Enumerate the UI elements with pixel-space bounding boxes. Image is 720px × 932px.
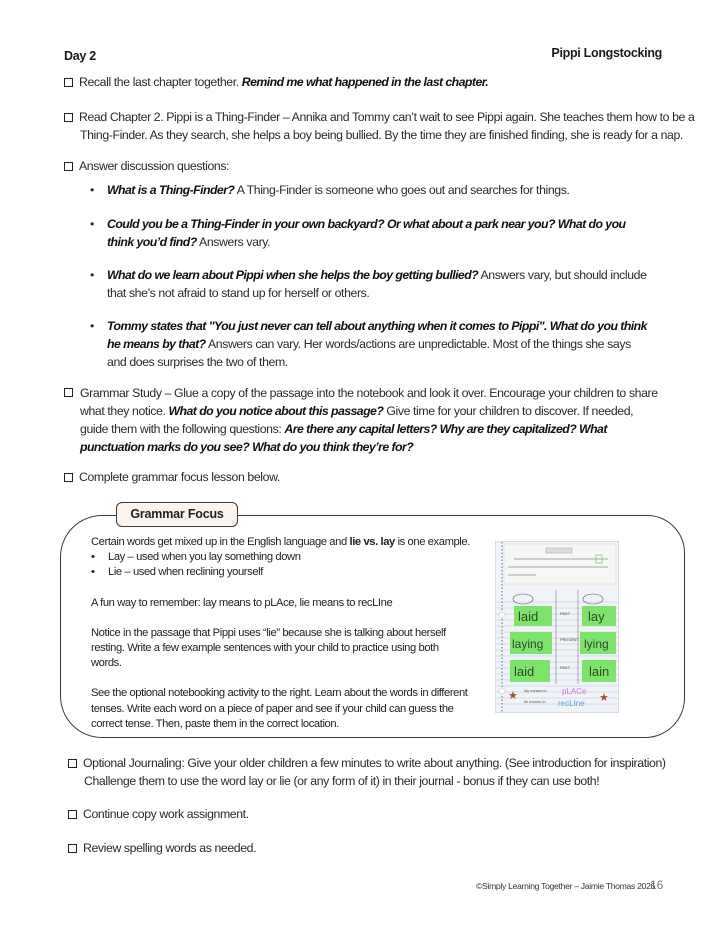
star-icon: ★ bbox=[599, 692, 609, 704]
task-text: Recall the last chapter together. bbox=[79, 75, 242, 89]
grammar-focus-title: Grammar Focus bbox=[116, 502, 238, 527]
discussion-questions bbox=[90, 266, 650, 302]
lie-word-present-participle: lying bbox=[584, 637, 609, 651]
question-text: What do we learn about Pippi when she helps the boy getting bullied? bbox=[107, 268, 479, 282]
definition-item: • Lie – used when reclining yourself bbox=[91, 566, 263, 579]
answer-text: Answers can vary. Her words/actions are unpredictable. Most of the things she says and does surprises the two of them. bbox=[107, 337, 631, 369]
definition-item: • Lay – used when you lay something down bbox=[91, 551, 301, 564]
svg-text:PAST: PAST bbox=[560, 611, 571, 616]
checkbox-icon[interactable] bbox=[64, 473, 73, 482]
lay-word-present-participle: laying bbox=[512, 637, 544, 651]
checkbox-icon[interactable] bbox=[64, 162, 73, 171]
lie-word-past: lay bbox=[588, 609, 605, 624]
copyright-footer: ©Simply Learning Together – Jaimie Thomas 2026 bbox=[476, 881, 655, 891]
task-text: Complete grammar focus lesson below. bbox=[79, 470, 280, 484]
intro-text: Certain words get mixed up in the English language and lie vs. lay is one example. bbox=[91, 536, 470, 548]
task-text: Grammar Study – Glue a copy of the passage into the notebook and look it over. Encourage your children to share what they notice. bbox=[80, 386, 658, 418]
task-text: Optional Journaling: Give your older children a few minutes to write about anything. (See introduction for inspiration) bbox=[83, 756, 666, 770]
task-journaling bbox=[68, 754, 666, 790]
lie-word-past-participle: lain bbox=[589, 664, 610, 679]
task-read-chapter bbox=[64, 108, 694, 144]
task-text: Continue copy work assignment. bbox=[83, 807, 249, 821]
question-item: • Could you be a Thing-Finder in your own backyard? Or what about a park near you? What do you think you’d find? Answers vary. bbox=[90, 217, 626, 249]
task-recall bbox=[64, 73, 488, 91]
task-spelling bbox=[68, 839, 256, 857]
checkbox-icon[interactable] bbox=[68, 810, 77, 819]
star-icon: ★ bbox=[508, 690, 518, 702]
teacher-prompt: Are there any capital letters? Why are they capitalized? What punctuation marks do you see? What do you think they’re for? bbox=[80, 422, 607, 454]
page-number: 16 bbox=[650, 878, 664, 892]
notebook-illustration bbox=[496, 542, 618, 712]
answer-text: Answers vary, but should include that she’s not afraid to stand up for herself or others. bbox=[107, 268, 647, 300]
task-complete-focus bbox=[64, 468, 280, 486]
svg-text:PAST: PAST bbox=[560, 665, 571, 670]
activity-text: See the optional notebooking activity to the right. Learn about the words in different tenses. Write each word on a piece of paper and see if your child can guess the correct tense. Then, paste them in the correct location. bbox=[91, 687, 468, 730]
answer-text: Answers vary. bbox=[196, 235, 271, 249]
discussion-questions bbox=[90, 215, 650, 251]
notebook-activity-photo bbox=[495, 541, 619, 713]
question-item: • What do we learn about Pippi when she helps the boy getting bullied? Answers vary, but should include that she’s not afraid to stand up for herself or others. bbox=[90, 268, 647, 300]
answer-text: A Thing-Finder is someone who goes out and searches for things. bbox=[234, 183, 570, 197]
discussion-questions bbox=[90, 317, 650, 371]
checkbox-icon[interactable] bbox=[64, 388, 73, 397]
task-text: Read Chapter 2. Pippi is a Thing-Finder – Annika and Tommy can’t wait to see Pippi again. She teaches them how to be a bbox=[79, 110, 695, 124]
teacher-prompt: Remind me what happened in the last chapter. bbox=[241, 75, 489, 89]
question-text: What is a Thing-Finder? bbox=[107, 183, 235, 197]
task-text: Answer discussion questions: bbox=[79, 159, 230, 173]
svg-text:lay means to: lay means to bbox=[524, 688, 547, 693]
task-text: Thing-Finder. As they search, she helps a boy being bullied. By the time they are finished finding, she is ready for a nap. bbox=[80, 128, 683, 142]
task-copywork bbox=[68, 805, 249, 823]
question-text: Tommy states that "You just never can tell about anything when it comes to Pippi". What do you think he means by that? bbox=[107, 319, 647, 351]
lay-word-past: laid bbox=[518, 609, 539, 624]
svg-text:lie means to: lie means to bbox=[524, 699, 546, 704]
checkbox-icon[interactable] bbox=[68, 844, 77, 853]
place-word: pLACe bbox=[562, 687, 587, 696]
task-text: Challenge them to use the word lay or lie (or any form of it) in their journal - bonus if they can use both! bbox=[84, 774, 600, 788]
svg-text:PRESENT: PRESENT bbox=[560, 637, 579, 642]
task-text: Review spelling words as needed. bbox=[83, 841, 257, 855]
recline-word: recLIne bbox=[558, 699, 585, 708]
task-grammar-study bbox=[64, 384, 664, 456]
teacher-prompt: What do you notice about this passage? bbox=[168, 404, 384, 418]
question-text: Could you be a Thing-Finder in your own backyard? Or what about a park near you? What do you think you’d find? bbox=[107, 217, 626, 249]
checkbox-icon[interactable] bbox=[64, 78, 73, 87]
checkbox-icon[interactable] bbox=[64, 113, 73, 122]
checkbox-icon[interactable] bbox=[68, 759, 77, 768]
day-heading: Day 2 bbox=[64, 49, 96, 63]
grammar-focus-content bbox=[91, 535, 486, 732]
notice-text: Notice in the passage that Pippi uses “lie” because she is talking about herself resting. Write a few example sentences with your child to practice using both words. bbox=[91, 626, 446, 670]
lay-word-past-participle: laid bbox=[514, 664, 535, 679]
task-discussion bbox=[64, 157, 229, 175]
book-title: Pippi Longstocking bbox=[551, 46, 662, 60]
question-item: • What is a Thing-Finder? A Thing-Finder is someone who goes out and searches for things. bbox=[90, 183, 570, 197]
task-text: Give time for your children to discover. If needed, guide them with the following questions: bbox=[80, 404, 634, 436]
question-item: • Tommy states that "You just never can tell about anything when it comes to Pippi". What do you think he means by that? Answers can vary. Her words/actions are unpredictable. Most of the things she says and does surprises the two of them. bbox=[90, 319, 647, 369]
discussion-questions bbox=[90, 181, 650, 199]
memory-tip: A fun way to remember: lay means to pLAce, lie means to recLIne bbox=[91, 596, 393, 609]
